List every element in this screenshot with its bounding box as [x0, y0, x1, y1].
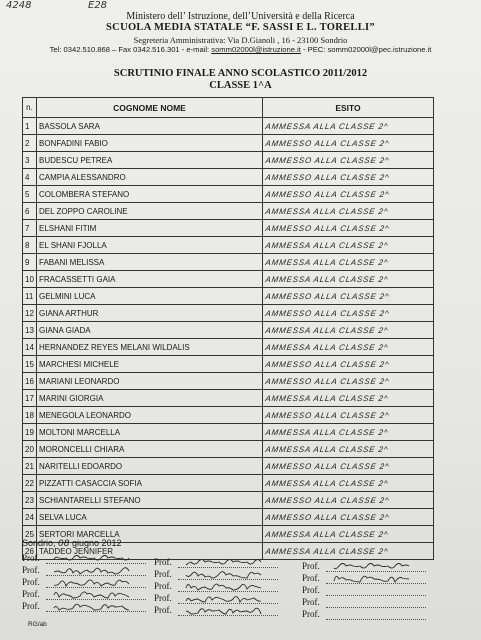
- table-row: [23, 203, 434, 220]
- contacts-email: somm02000l@istruzione.it: [211, 45, 301, 54]
- signature-line: [326, 619, 426, 620]
- signature-line: [326, 607, 426, 608]
- row-number: 21: [23, 458, 37, 475]
- result-handwritten: AMMESSA ALLA CLASSE 2^: [261, 424, 434, 441]
- row-number: 5: [23, 186, 37, 203]
- result-handwritten: AMMESSO ALLA CLASSE 2^: [261, 169, 434, 186]
- row-number: 11: [23, 288, 37, 305]
- class-title: CLASSE 1^A: [209, 80, 272, 91]
- result-handwritten: AMMESSA ALLA CLASSE 2^: [261, 237, 434, 254]
- prof-signature-label: Prof.: [22, 553, 40, 563]
- student-name: GELMINI LUCA: [37, 288, 263, 305]
- student-name: FRACASSETTI GAIA: [37, 271, 263, 288]
- result-handwritten: AMMESSO ALLA CLASSE 2^: [261, 356, 434, 373]
- student-name: SERTORI MARCELLA: [37, 526, 263, 543]
- result-handwritten: AMMESSO ALLA CLASSE 2^: [261, 186, 434, 203]
- row-number: 13: [23, 322, 37, 339]
- row-number: 18: [23, 407, 37, 424]
- result-handwritten: AMMESSO ALLA CLASSE 2^: [261, 373, 434, 390]
- table-row: [23, 322, 434, 339]
- table-row: [23, 220, 434, 237]
- student-name: PIZZATTI CASACCIA SOFIA: [37, 475, 263, 492]
- table-row: [23, 186, 434, 203]
- signature-line: [326, 595, 426, 596]
- contacts-phone: Tel: 0342.510.868 – Fax 0342.516.301 - e-mail:: [49, 45, 212, 54]
- result-handwritten: AMMESSO ALLA CLASSE 2^: [261, 458, 434, 475]
- result-handwritten: AMMESSA ALLA CLASSE 2^: [261, 203, 434, 220]
- col-esito-header: ESITO: [263, 98, 434, 118]
- table-row: [23, 492, 434, 509]
- student-name: NARITELLI EDOARDO: [37, 458, 263, 475]
- prof-signature-label: Prof.: [154, 557, 172, 567]
- row-number: 9: [23, 254, 37, 271]
- student-name: SCHIANTARELLI STEFANO: [37, 492, 263, 509]
- row-number: 26: [23, 543, 37, 560]
- row-number: 15: [23, 356, 37, 373]
- student-name: FABANI MELISSA: [37, 254, 263, 271]
- student-name: MARIANI LEONARDO: [37, 373, 263, 390]
- result-handwritten: AMMESSO ALLA CLASSE 2^: [261, 135, 434, 152]
- student-name: GIANA ARTHUR: [37, 305, 263, 322]
- handwritten-signature: [332, 571, 422, 585]
- student-name: BONFADINI FABIO: [37, 135, 263, 152]
- row-number: 17: [23, 390, 37, 407]
- result-handwritten: AMMESSA ALLA CLASSE 2^: [261, 339, 434, 356]
- student-name: CAMPIA ALESSANDRO: [37, 169, 263, 186]
- prof-signature-label: Prof.: [154, 605, 172, 615]
- row-number: 8: [23, 237, 37, 254]
- ministry-line: Ministero dell’ Istruzione, dell’Università e della Ricerca: [126, 11, 355, 22]
- student-name: MOLTONI MARCELLA: [37, 424, 263, 441]
- date-day: 08: [58, 539, 70, 549]
- row-number: 22: [23, 475, 37, 492]
- row-number: 6: [23, 203, 37, 220]
- prof-signature-label: Prof.: [22, 577, 40, 587]
- table-row: [23, 424, 434, 441]
- row-number: 25: [23, 526, 37, 543]
- prof-signature-label: Prof.: [154, 569, 172, 579]
- student-name: SELVA LUCA: [37, 509, 263, 526]
- prof-signature-label: Prof.: [302, 609, 320, 619]
- prof-signature-label: Prof.: [154, 581, 172, 591]
- result-handwritten: AMMESSA ALLA CLASSE 2^: [261, 254, 434, 271]
- student-name: COLOMBERA STEFANO: [37, 186, 263, 203]
- student-name: GIANA GIADA: [37, 322, 263, 339]
- student-name: MARINI GIORGIA: [37, 390, 263, 407]
- prof-signature-label: Prof.: [302, 573, 320, 583]
- result-handwritten: AMMESSA ALLA CLASSE 2^: [261, 118, 434, 135]
- prof-signature-label: Prof.: [302, 597, 320, 607]
- table-row: [23, 169, 434, 186]
- row-number: 24: [23, 509, 37, 526]
- result-handwritten: AMMESSO ALLA CLASSE 2^: [261, 492, 434, 509]
- reference-code: RG/ab: [28, 621, 47, 628]
- table-row: [23, 152, 434, 169]
- row-number: 12: [23, 305, 37, 322]
- result-handwritten: AMMESSO ALLA CLASSE 2^: [261, 305, 434, 322]
- result-handwritten: AMMESSA ALLA CLASSE 2^: [261, 322, 434, 339]
- table-row: [23, 475, 434, 492]
- result-handwritten: AMMESSA ALLA CLASSE 2^: [261, 390, 434, 407]
- student-name: HERNANDEZ REYES MELANI WILDALIS: [37, 339, 263, 356]
- result-handwritten: AMMESSA ALLA CLASSE 2^: [261, 271, 434, 288]
- student-name: MORONCELLI CHIARA: [37, 441, 263, 458]
- student-name: MENEGOLA LEONARDO: [37, 407, 263, 424]
- table-row: [23, 356, 434, 373]
- row-number: 3: [23, 152, 37, 169]
- table-row: [23, 373, 434, 390]
- table-row: [23, 271, 434, 288]
- row-number: 19: [23, 424, 37, 441]
- result-handwritten: AMMESSO ALLA CLASSE 2^: [261, 288, 434, 305]
- document-title: SCRUTINIO FINALE ANNO SCOLASTICO 2011/2012: [113, 68, 368, 79]
- student-name: DEL ZOPPO CAROLINE: [37, 203, 263, 220]
- table-header-row: [23, 98, 434, 118]
- date-place: Sondrio,: [22, 538, 56, 548]
- prof-signature-label: Prof.: [22, 565, 40, 575]
- row-number: 2: [23, 135, 37, 152]
- col-number-header: n.: [23, 98, 37, 118]
- handwritten-note-mid: E28: [88, 0, 108, 11]
- student-name: MARCHESI MICHELE: [37, 356, 263, 373]
- col-name-header: COGNOME NOME: [37, 98, 263, 118]
- table-row: [23, 441, 434, 458]
- table-row: [23, 407, 434, 424]
- result-handwritten: AMMESSO ALLA CLASSE 2^: [261, 407, 434, 424]
- handwritten-note-left: 4248: [6, 0, 32, 11]
- row-number: 10: [23, 271, 37, 288]
- date-month-year: giugno 2012: [72, 538, 122, 548]
- result-handwritten: AMMESSO ALLA CLASSE 2^: [261, 220, 434, 237]
- student-name: EL SHANI FJOLLA: [37, 237, 263, 254]
- result-handwritten: AMMESSA ALLA CLASSE 2^: [261, 526, 434, 543]
- prof-signature-label: Prof.: [302, 585, 320, 595]
- row-number: 20: [23, 441, 37, 458]
- result-handwritten: AMMESSO ALLA CLASSE 2^: [261, 509, 434, 526]
- result-handwritten: AMMESSA ALLA CLASSE 2^: [261, 475, 434, 492]
- school-contacts: [0, 45, 481, 54]
- result-handwritten: AMMESSO ALLA CLASSE 2^: [261, 152, 434, 169]
- table-row: [23, 237, 434, 254]
- student-name: BUDESCU PETREA: [37, 152, 263, 169]
- row-number: 4: [23, 169, 37, 186]
- contacts-pec: - PEC: somm02000l@pec.istruzione.it: [300, 45, 432, 54]
- table-row: [23, 288, 434, 305]
- student-name: BASSOLA SARA: [37, 118, 263, 135]
- table-row: [23, 458, 434, 475]
- results-table: [22, 97, 434, 560]
- prof-signature-label: Prof.: [154, 593, 172, 603]
- table-row: [23, 254, 434, 271]
- result-handwritten: AMMESSA ALLA CLASSE 2^: [261, 441, 434, 458]
- row-number: 23: [23, 492, 37, 509]
- table-row: [23, 390, 434, 407]
- handwritten-signature: [52, 599, 142, 613]
- table-row: [23, 339, 434, 356]
- prof-signature-label: Prof.: [22, 601, 40, 611]
- result-handwritten: AMMESSA ALLA CLASSE 2^: [261, 543, 434, 560]
- signing-date: [22, 538, 122, 549]
- school-name: SCUOLA MEDIA STATALE “F. SASSI E L. TORELLI”: [106, 22, 375, 33]
- row-number: 7: [23, 220, 37, 237]
- table-row: [23, 118, 434, 135]
- row-number: 16: [23, 373, 37, 390]
- school-address: Segreteria Amministrativa: Via D.Gianoli , 16 - 23100 Sondrio: [133, 35, 348, 45]
- row-number: 1: [23, 118, 37, 135]
- prof-signature-label: Prof.: [302, 561, 320, 571]
- table-row: [23, 305, 434, 322]
- handwritten-signature: [184, 603, 274, 617]
- student-name: ELSHANI FITIM: [37, 220, 263, 237]
- row-number: 14: [23, 339, 37, 356]
- table-row: [23, 135, 434, 152]
- prof-signature-label: Prof.: [22, 589, 40, 599]
- student-name: TADDEO JENNIFER: [37, 543, 263, 560]
- table-row: [23, 509, 434, 526]
